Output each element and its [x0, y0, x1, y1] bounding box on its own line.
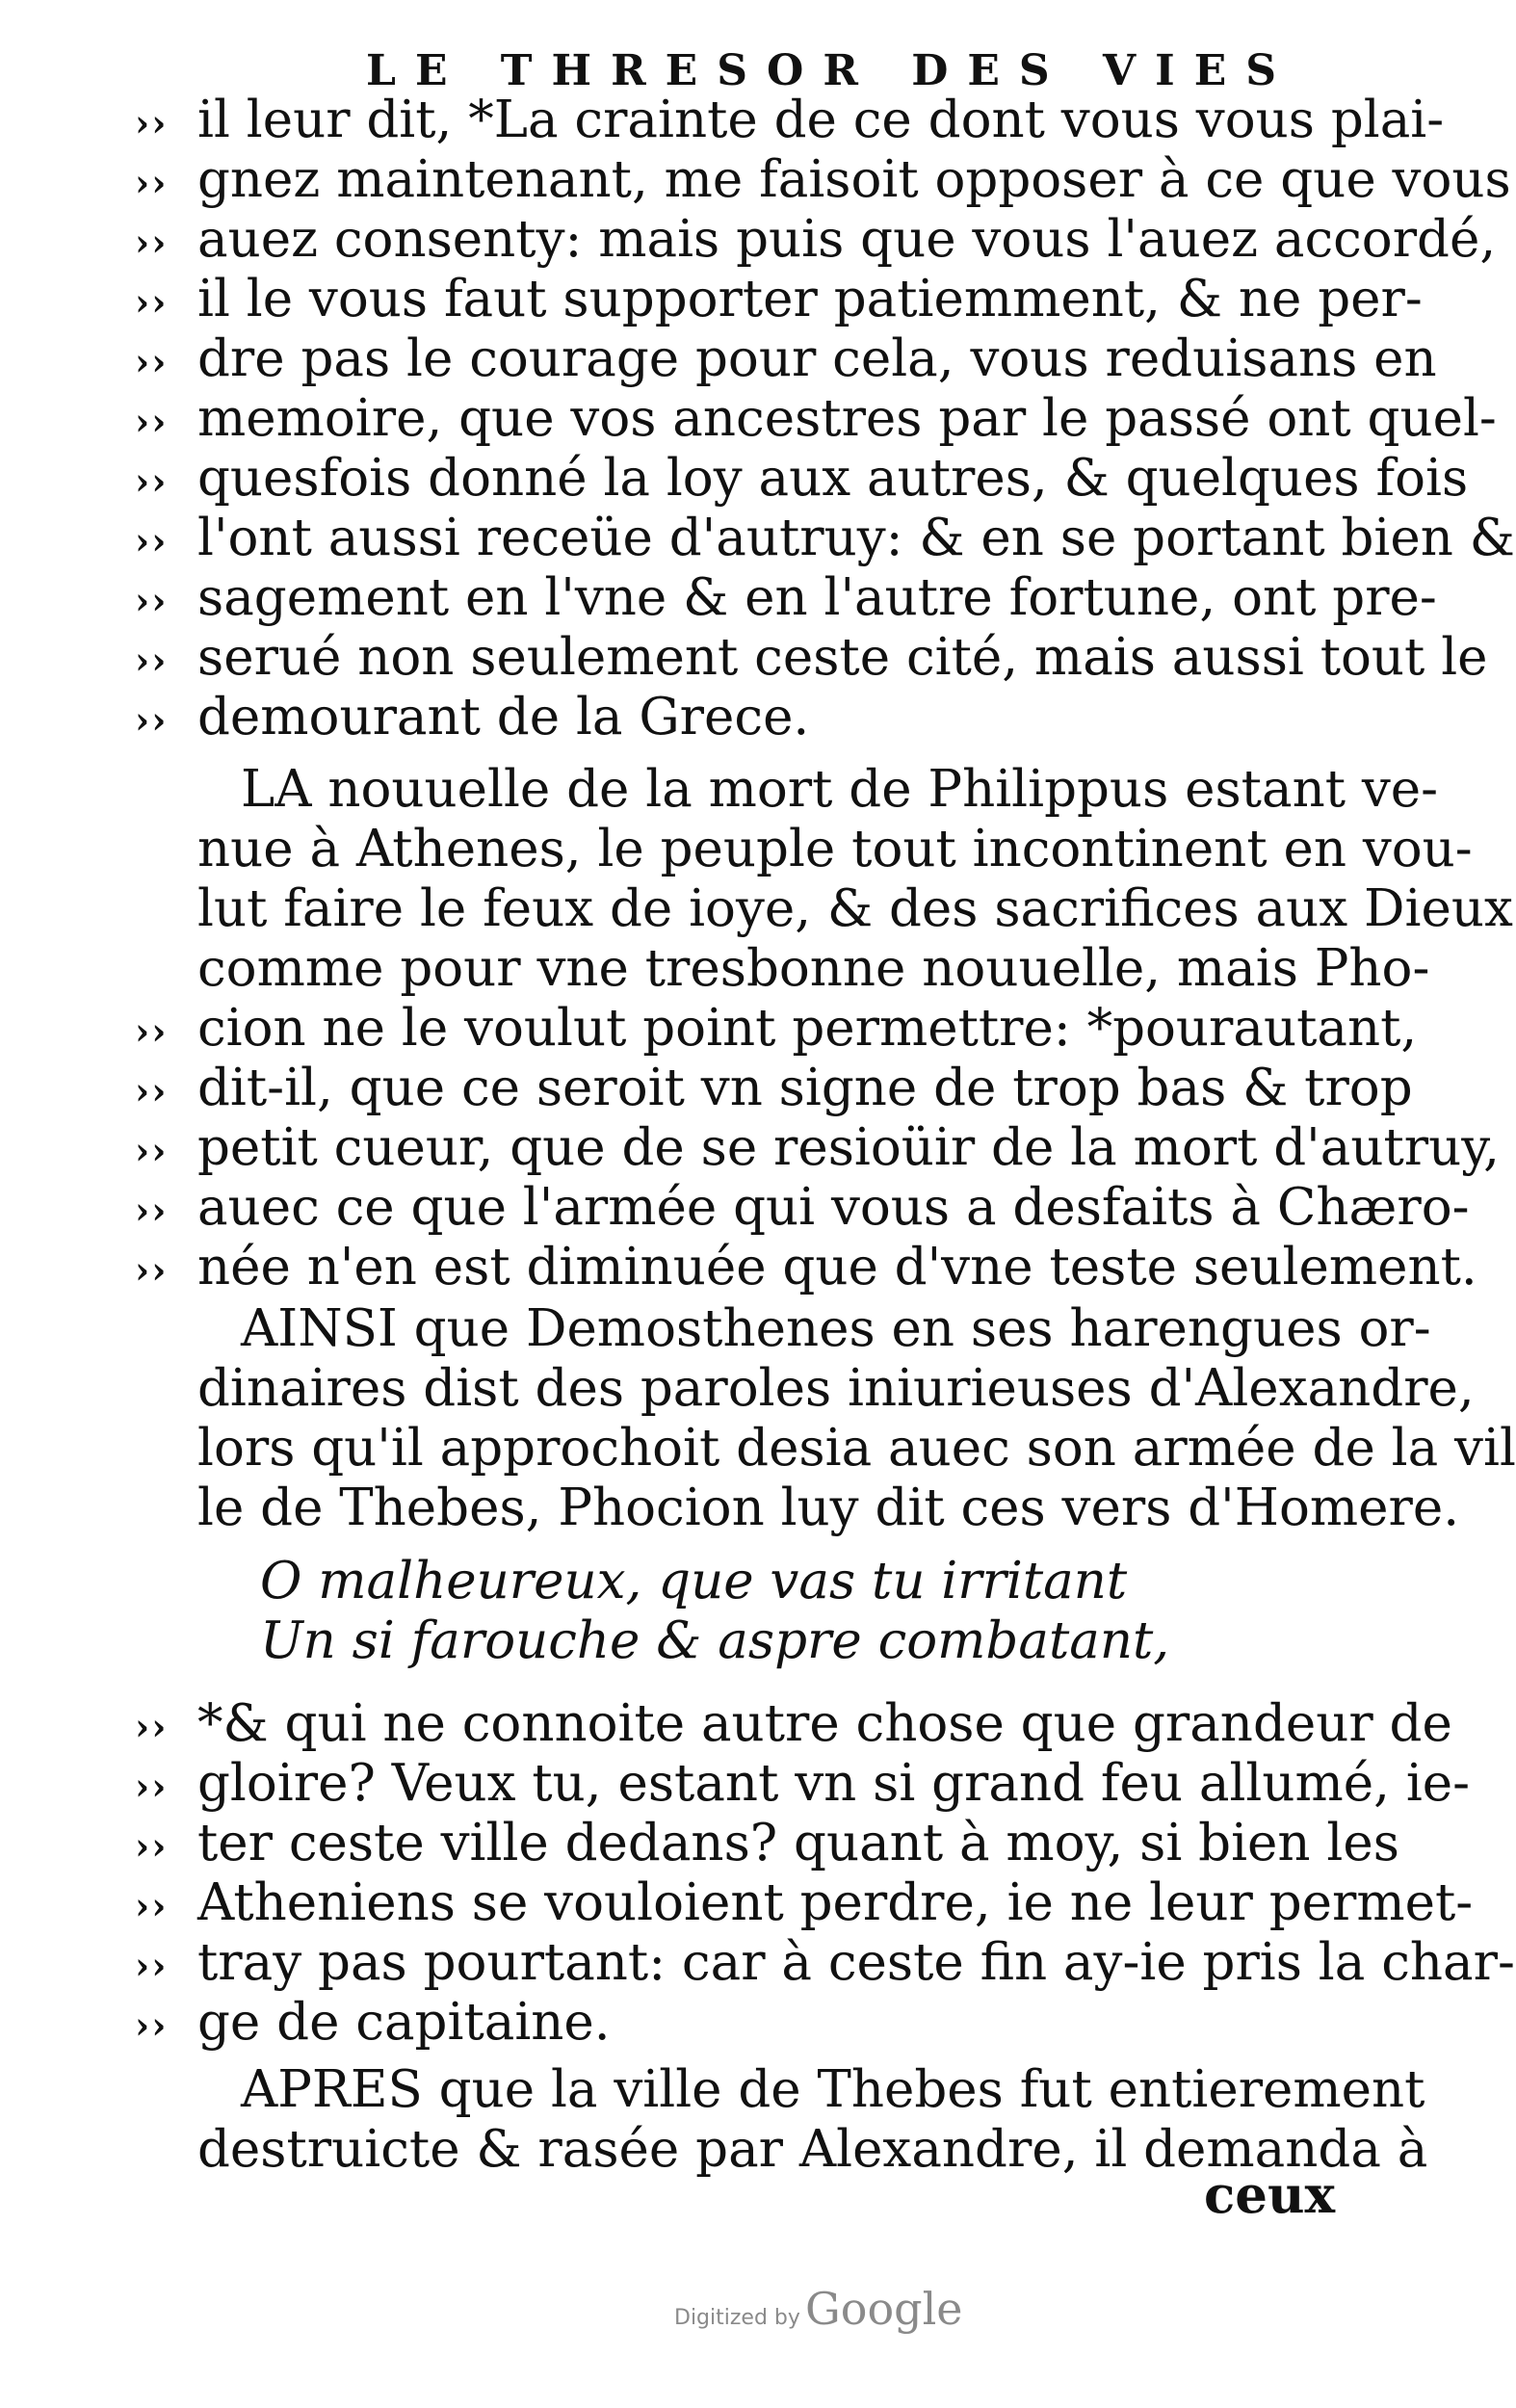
- text-line: cion ne le voulut point permettre: *pourautant,: [197, 999, 1418, 1058]
- quote-mark: ››: [135, 1129, 169, 1172]
- text-line: le de Thebes, Phocion luy dit ces vers d'Homere.: [197, 1479, 1460, 1537]
- quote-mark: ››: [135, 161, 169, 204]
- quote-mark: ››: [135, 101, 169, 144]
- text-line: lut faire le feux de ioye, & des sacrifices aux Dieux: [197, 879, 1513, 938]
- text-line: il le vous faut supporter patiemment, & ne per-: [197, 270, 1423, 328]
- text-line: quesfois donné la loy aux autres, & quelques fois: [197, 449, 1469, 508]
- quote-mark: ››: [135, 1069, 169, 1112]
- text-line: dinaires dist des paroles iniurieuses d'Alexandre,: [197, 1359, 1475, 1418]
- quote-mark: ››: [135, 1765, 169, 1808]
- quote-mark: ››: [135, 2003, 169, 2047]
- text-line: petit cueur, que de se resioüir de la mort d'autruy,: [197, 1118, 1500, 1177]
- quote-mark: ››: [135, 1248, 169, 1292]
- paragraph-start: APRES que la ville de Thebes fut entierement: [241, 2060, 1425, 2119]
- text-line: lors qu'il approchoit desia auec son armée de la vil: [197, 1419, 1516, 1478]
- quote-mark: ››: [135, 280, 169, 324]
- text-line: sagement en l'vne & en l'autre fortune, ont pre-: [197, 568, 1437, 627]
- text-line: Atheniens se vouloient perdre, ie ne leur permet-: [197, 1873, 1474, 1932]
- digitized-watermark: [674, 2283, 963, 2335]
- verse-line: Un si farouche & aspre combatant,: [260, 1611, 1170, 1670]
- quote-mark: ››: [135, 1824, 169, 1868]
- quote-mark: ››: [135, 1009, 169, 1053]
- quote-mark: ››: [135, 1705, 169, 1748]
- text-line: ge de capitaine.: [197, 1993, 611, 2052]
- text-line: nue à Athenes, le peuple tout incontinent en vou-: [197, 820, 1473, 878]
- text-line: tray pas pourtant: car à ceste fin ay-ie pris la char-: [197, 1933, 1515, 1992]
- quote-mark: ››: [135, 639, 169, 682]
- watermark-prefix: Digitized by: [674, 2306, 800, 2330]
- quote-mark: ››: [135, 579, 169, 622]
- quote-mark: ››: [135, 1944, 169, 1987]
- text-line: dre pas le courage pour cela, vous reduisans en: [197, 329, 1437, 388]
- quote-mark: ››: [135, 340, 169, 383]
- quote-mark: ››: [135, 221, 169, 264]
- paragraph-start: LA nouuelle de la mort de Philippus estant ve-: [241, 760, 1439, 819]
- text-line: née n'en est diminuée que d'vne teste seulement.: [197, 1238, 1477, 1296]
- text-line: destruicte & rasée par Alexandre, il demanda à: [197, 2120, 1428, 2179]
- text-line: serué non seulement ceste cité, mais aussi tout le: [197, 628, 1488, 687]
- text-line: gnez maintenant, me faisoit opposer à ce que vous: [197, 150, 1511, 209]
- quote-mark: ››: [135, 1189, 169, 1232]
- google-logo: Google: [805, 2283, 963, 2335]
- quote-mark: ››: [135, 459, 169, 503]
- catchword: ceux: [1204, 2165, 1336, 2225]
- text-line: demourant de la Grece.: [197, 688, 810, 746]
- text-line: auec ce que l'armée qui vous a desfaits à Chæro-: [197, 1178, 1470, 1237]
- verse-line: O malheureux, que vas tu irritant: [260, 1552, 1128, 1610]
- text-line: gloire? Veux tu, estant vn si grand feu allumé, ie-: [197, 1754, 1471, 1813]
- quote-mark: ››: [135, 1884, 169, 1927]
- text-line: auez consenty: mais puis que vous l'auez accordé,: [197, 210, 1497, 269]
- quote-mark: ››: [135, 698, 169, 742]
- text-line: dit-il, que ce seroit vn signe de trop bas & trop: [197, 1059, 1413, 1117]
- text-line: memoire, que vos ancestres par le passé ont quel-: [197, 389, 1497, 448]
- running-title: LE THRESOR DES VIES: [366, 46, 1296, 95]
- quote-mark: ››: [135, 519, 169, 563]
- text-line: comme pour vne tresbonne nouuelle, mais Pho-: [197, 939, 1430, 998]
- text-line: ter ceste ville dedans? quant à moy, si bien les: [197, 1814, 1399, 1872]
- paragraph-start: AINSI que Demosthenes en ses harengues or-: [241, 1299, 1431, 1358]
- text-line: *& qui ne connoite autre chose que grandeur de: [197, 1694, 1452, 1753]
- quote-mark: ››: [135, 400, 169, 443]
- text-line: l'ont aussi receüe d'autruy: & en se portant bien &: [197, 509, 1515, 567]
- text-line: il leur dit, *La crainte de ce dont vous vous plai-: [197, 91, 1445, 149]
